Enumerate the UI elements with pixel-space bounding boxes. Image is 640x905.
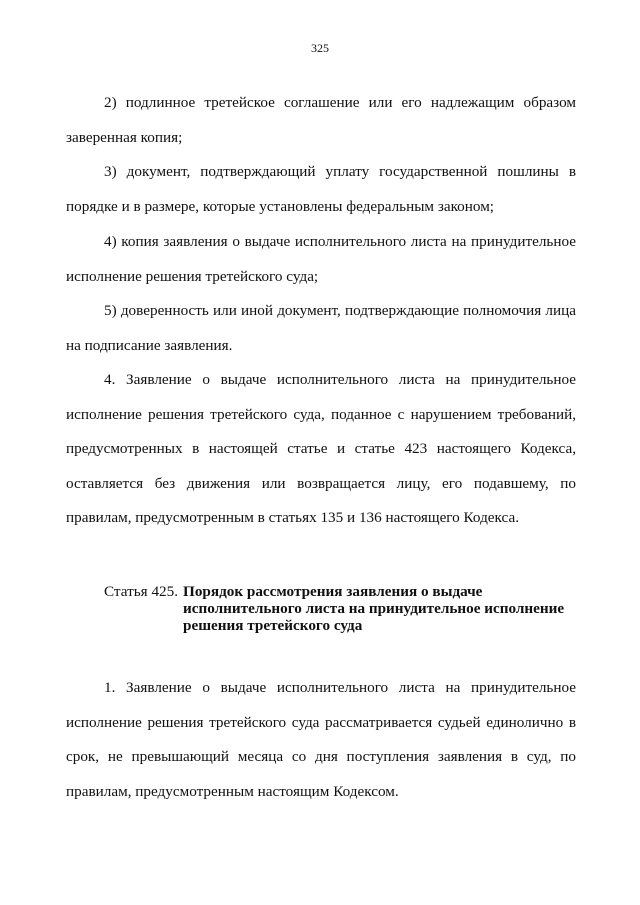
article-title-line: Порядок рассмотрения заявления о выдаче — [183, 583, 483, 600]
article-title-line: исполнительного листа на принудительное исполнение — [183, 600, 565, 617]
paragraph-item-5: 5) доверенность или иной документ, подтверждающие полномочия лица на подписание заявления. — [66, 302, 576, 354]
paragraph-part-4: 4. Заявление о выдаче исполнительного листа на принудительное исполнение решения третейского суда, поданное с нарушением требований, предусмотренных в настоящей статье и статье 423 настоящего Кодекса, оставляется без движения или возвращается лицу, его подавшему, по правилам, предусмотренным в статьях 135 и 136 настоящего Кодекса. — [66, 371, 576, 526]
paragraph-part-1: 1. Заявление о выдаче исполнительного листа на принудительное исполнение решения третейского суда рассматривается судьей единолично в срок, не превышающий месяца со дня поступления заявления в суд, по правилам, предусмотренным настоящим Кодексом. — [66, 679, 576, 800]
article-title-line: решения третейского суда — [183, 617, 363, 634]
article-heading — [104, 583, 584, 634]
article-label: Статья 425. — [104, 583, 179, 600]
paragraph-item-4: 4) копия заявления о выдаче исполнительного листа на принудительное исполнение решения третейского суда; — [66, 233, 576, 285]
paragraph-item-3: 3) документ, подтверждающий уплату государственной пошлины в порядке и в размере, которые установлены федеральным законом; — [66, 163, 576, 215]
article-title — [183, 583, 573, 634]
page-number: 325 — [311, 41, 329, 55]
paragraph-item-2: 2) подлинное третейское соглашение или его надлежащим образом заверенная копия; — [66, 94, 576, 146]
